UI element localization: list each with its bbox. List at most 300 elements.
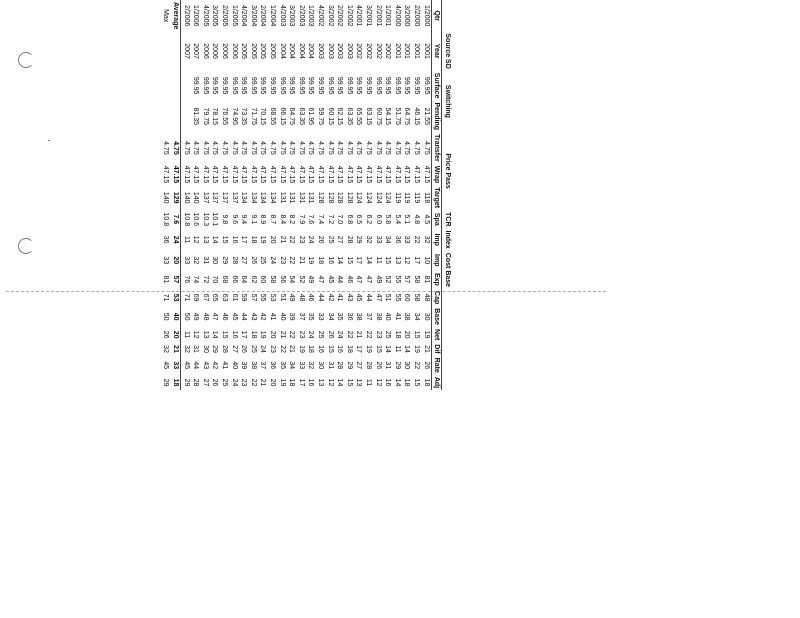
- table-cell: 18: [171, 375, 181, 390]
- table-cell: 58: [412, 293, 420, 302]
- table-cell: 46.15: [412, 107, 420, 126]
- table-cell: 2002: [355, 43, 363, 59]
- table-cell: 29: [345, 361, 353, 370]
- table-cell: 12: [374, 378, 382, 387]
- table-cell: 2007: [192, 43, 200, 59]
- table-cell: 1/2004: [269, 4, 277, 27]
- table-cell: 47: [374, 293, 382, 302]
- table-cell: 5.1: [403, 214, 411, 225]
- table-cell: 11: [182, 236, 190, 244]
- table-cell: 12: [403, 256, 411, 265]
- table-cell: 24: [171, 229, 181, 251]
- table-cell: 15: [345, 378, 353, 387]
- table-cell: 39: [240, 361, 248, 370]
- table-cell: 47.15: [412, 165, 420, 184]
- table-cell: 128: [336, 191, 344, 204]
- table-cell: 4.75: [364, 141, 372, 155]
- table-cell: 35: [336, 312, 344, 321]
- table-cell: 70.15: [259, 107, 267, 126]
- table-cell: 63.15: [364, 107, 372, 126]
- table-cell: 99.95: [345, 76, 353, 95]
- table-cell: 43: [345, 293, 353, 302]
- table-cell: 21: [278, 330, 286, 339]
- table-cell: 13: [393, 256, 401, 265]
- table-cell: 49: [374, 275, 382, 284]
- table-cell: 24: [230, 378, 238, 387]
- table-cell: 16: [230, 235, 238, 244]
- table-cell: 35: [278, 361, 286, 370]
- table-cell: 15: [326, 345, 334, 353]
- table-cell: 47.15: [422, 165, 430, 184]
- table-cell: 24: [259, 345, 267, 353]
- table-cell: 4.75: [278, 141, 286, 155]
- table-cell: 134: [269, 191, 277, 204]
- table-cell: 131: [278, 191, 286, 204]
- table-cell: 49: [307, 275, 315, 284]
- table-cell: 27: [240, 256, 248, 265]
- table-cell: 41: [393, 312, 401, 321]
- table-cell: 23: [297, 235, 305, 244]
- table-cell: 60: [403, 293, 411, 302]
- table-cell: 47: [211, 312, 219, 321]
- table-cell: 119: [403, 192, 411, 204]
- table-cell: Max: [162, 9, 170, 23]
- table-cell: 47: [355, 275, 363, 284]
- table-cell: 7.4: [316, 214, 324, 225]
- table-row: [402, 0, 412, 390]
- table-cell: 34: [326, 312, 334, 321]
- table-column-header: Base: [433, 308, 441, 326]
- table-cell: 99.95: [297, 76, 305, 95]
- table-cell: 25: [326, 235, 334, 244]
- table-cell: 4/2004: [240, 4, 248, 27]
- table-cell: 10: [422, 256, 430, 265]
- table-cell: 2006: [230, 43, 238, 59]
- table-cell: 36: [345, 312, 353, 321]
- table-column-header: Rate: [433, 357, 441, 373]
- table-row: [364, 0, 374, 390]
- table-cell: 81: [422, 275, 430, 284]
- table-cell: 129: [171, 185, 181, 210]
- table-cell: 38: [355, 312, 363, 321]
- table-cell: 65.55: [355, 107, 363, 126]
- table-cell: 30: [201, 345, 209, 353]
- table-column-header: Transfer: [433, 134, 441, 162]
- table-cell: 12: [326, 378, 334, 387]
- table-cell: [161, 31, 171, 70]
- table-cell: 15: [412, 378, 420, 387]
- table-cell: 38: [374, 312, 382, 321]
- table-row: [412, 0, 422, 390]
- table-cell: 72: [201, 275, 209, 284]
- table-cell: 78.15: [211, 107, 219, 126]
- scan-speck: [48, 140, 50, 141]
- table-cell: 29: [393, 361, 401, 370]
- table-cell: 2/2004: [259, 4, 267, 27]
- table-cell: 19: [364, 345, 372, 353]
- table-cell: 18: [403, 378, 411, 387]
- table-cell: 52: [384, 275, 392, 284]
- table-cell: 30: [403, 361, 411, 370]
- table-column-header: Wrap: [431, 164, 442, 186]
- table-cell: 32: [307, 361, 315, 370]
- table-cell: 79.75: [201, 107, 209, 126]
- table-cell: 118: [422, 192, 430, 204]
- table-cell: 23: [297, 330, 305, 339]
- table-cell: 47.15: [221, 165, 229, 184]
- table-cell: 99.95: [355, 76, 363, 95]
- table-cell: 62.15: [336, 107, 344, 126]
- table-cell: 33: [297, 361, 305, 370]
- table-cell: 2001: [412, 43, 420, 59]
- table-cell: 16: [326, 256, 334, 265]
- table-cell: 41: [269, 312, 277, 321]
- table-row: [201, 0, 211, 390]
- table-cell: 32: [422, 235, 430, 244]
- table-cell: 47.15: [403, 165, 411, 184]
- table-cell: 99.95: [240, 76, 248, 95]
- table-cell: 24: [336, 330, 344, 339]
- table-cell: 69: [192, 293, 200, 302]
- table-cell: 57: [249, 293, 257, 302]
- table-cell: 99.95: [412, 76, 420, 95]
- table-cell: 23: [374, 330, 382, 339]
- table-row: [383, 0, 393, 390]
- table-cell: 47.15: [201, 165, 209, 184]
- table-cell: 8.4: [278, 214, 286, 225]
- table-cell: 45: [162, 361, 170, 370]
- table-cell: 30: [422, 312, 430, 321]
- table-cell: 137: [230, 191, 238, 204]
- table-row: [239, 0, 249, 390]
- table-cell: 42: [259, 312, 267, 321]
- table-cell: 47.15: [192, 165, 200, 184]
- table-cell: 99.95: [278, 76, 286, 95]
- table-cell: 13: [201, 235, 209, 244]
- table-cell: 27: [201, 378, 209, 387]
- table-cell: 32: [364, 235, 372, 244]
- table-cell: 119: [393, 192, 401, 204]
- table-cell: 32: [162, 345, 170, 353]
- table-cell: 51.75: [393, 107, 401, 126]
- table-cell: 10.8: [182, 212, 190, 227]
- table-cell: 128: [345, 191, 353, 204]
- table-cell: [181, 71, 191, 101]
- table-cell: 12: [192, 235, 200, 244]
- table-row: [258, 0, 268, 390]
- table-cell: 47.15: [364, 165, 372, 184]
- table-column-header: Imp: [431, 229, 442, 251]
- table-cell: 47.15: [374, 165, 382, 184]
- table-cell: 40: [230, 361, 238, 370]
- table-cell: 45: [355, 293, 363, 302]
- table-cell: 4.75: [355, 141, 363, 155]
- table-column-header: Surface: [433, 72, 441, 99]
- table-row: [268, 0, 278, 390]
- table-cell: 44: [364, 293, 372, 302]
- table-cell: 22: [288, 256, 296, 265]
- table-cell: 19: [297, 345, 305, 353]
- table-cell: 4.75: [259, 141, 267, 155]
- table-cell: 49: [192, 312, 200, 321]
- table-cell: 39: [288, 312, 296, 321]
- table-cell: 131: [297, 191, 305, 204]
- table-cell: [161, 71, 171, 101]
- table-cell: 29: [182, 378, 190, 387]
- table-cell: 1/2002: [345, 4, 353, 27]
- table-cell: 4.75: [211, 141, 219, 155]
- table-cell: 37: [297, 312, 305, 321]
- table-cell: 47.15: [307, 165, 315, 184]
- table-cell: 134: [259, 191, 267, 204]
- table-column-header: Net: [433, 329, 441, 341]
- table-cell: 140: [162, 191, 170, 204]
- table-cell: 26: [249, 256, 257, 265]
- table-cell: 19: [259, 330, 267, 339]
- table-cell: 14: [211, 235, 219, 244]
- table-row: [277, 0, 287, 390]
- table-cell: 15: [221, 235, 229, 244]
- table-cell: 11: [374, 256, 382, 264]
- table-cell: 47.15: [230, 165, 238, 184]
- table-cell: 34: [384, 235, 392, 244]
- table-cell: 33: [171, 356, 181, 375]
- table-cell: 140: [192, 191, 200, 204]
- table-cell: 23: [269, 345, 277, 353]
- table-cell: 62: [249, 275, 257, 284]
- table-cell: 99.95: [211, 76, 219, 95]
- table-cell: 47.15: [182, 165, 190, 184]
- table-cell: 3/2004: [249, 4, 257, 27]
- table-cell: 55: [393, 275, 401, 284]
- table-cell: 52: [297, 275, 305, 284]
- table-cell: 18: [393, 330, 401, 339]
- table-cell: 59: [240, 293, 248, 302]
- table-cell: 99.95: [336, 76, 344, 95]
- table-cell: 22: [249, 378, 257, 387]
- table-cell: 2004: [297, 43, 305, 59]
- table-cell: 22: [288, 235, 296, 244]
- table-cell: 2006: [211, 43, 219, 59]
- table-cell: [171, 31, 181, 70]
- table-cell: 99.95: [393, 76, 401, 95]
- table-cell: 19: [307, 256, 315, 265]
- table-cell: 8.7: [269, 214, 277, 225]
- table-cell: 25: [259, 256, 267, 265]
- table-cell: 9.8: [221, 214, 229, 225]
- data-table: [161, 0, 452, 390]
- table-cell: 47.15: [384, 165, 392, 184]
- table-cell: 10.8: [162, 212, 170, 227]
- table-cell: 137: [201, 191, 209, 204]
- table-row: [210, 0, 220, 390]
- table-cell: 4.75: [336, 141, 344, 155]
- table-cell: 46: [307, 293, 315, 302]
- table-cell: 33: [182, 256, 190, 265]
- table-cell: 4.75: [422, 141, 430, 155]
- table-cell: 26: [240, 345, 248, 353]
- table-cell: 18: [316, 256, 324, 265]
- table-cell: 2001: [393, 43, 401, 59]
- table-cell: 60: [259, 275, 267, 284]
- table-row: [249, 0, 259, 390]
- table-cell: 64.75: [288, 107, 296, 126]
- table-cell: 30: [316, 361, 324, 370]
- table-cell: 4.75: [269, 141, 277, 155]
- table-cell: 18: [422, 378, 430, 387]
- table-cell: Average: [172, 2, 180, 30]
- table-cell: 26: [422, 361, 430, 370]
- table-cell: 7.9: [297, 214, 305, 225]
- table-cell: 2/2003: [297, 4, 305, 27]
- table-cell: 57: [171, 270, 181, 289]
- table-cell: 2001: [422, 43, 430, 59]
- table-cell: 7.6: [307, 214, 315, 225]
- table-cell: 20: [269, 330, 277, 339]
- table-cell: 21: [288, 345, 296, 353]
- table-cell: 26: [211, 378, 219, 387]
- table-cell: 4.75: [249, 141, 257, 155]
- table-cell: 124: [355, 191, 363, 204]
- punch-hole-mark-top: [18, 52, 34, 68]
- table-body: [161, 0, 431, 390]
- table-cell: 4.75: [288, 141, 296, 155]
- table-cell: 14: [384, 345, 392, 353]
- table-cell: 5.8: [384, 214, 392, 225]
- table-cell: 25: [384, 330, 392, 339]
- table-cell: 99.95: [422, 76, 430, 95]
- table-row: [421, 0, 431, 390]
- table-row: [297, 0, 307, 390]
- table-cell: 43: [201, 361, 209, 370]
- table-cell: 2002: [374, 43, 382, 59]
- table-cell: 42: [326, 293, 334, 302]
- table-cell: 6.0: [374, 214, 382, 225]
- table-cell: 47.15: [259, 165, 267, 184]
- table-cell: 25: [316, 330, 324, 339]
- table-cell: 11: [393, 345, 401, 353]
- table-cell: 54.15: [384, 107, 392, 126]
- table-cell: 42: [211, 361, 219, 370]
- table-cell: 4.75: [162, 141, 170, 155]
- table-row: [161, 0, 171, 390]
- table-cell: 27: [230, 345, 238, 353]
- table-cell: [171, 71, 181, 101]
- table-cell: 6.8: [345, 214, 353, 225]
- table-cell: 73.35: [240, 107, 248, 126]
- table-cell: 63.35: [345, 107, 353, 126]
- table-cell: 60.75: [374, 107, 382, 126]
- table-cell: 4.75: [345, 141, 353, 155]
- table-cell: 76.55: [221, 107, 229, 126]
- table-cell: 99.95: [364, 76, 372, 95]
- table-cell: 1/2006: [192, 4, 200, 27]
- table-row: [287, 0, 297, 390]
- table-group-header: [442, 289, 452, 390]
- table-cell: 4.75: [182, 141, 190, 155]
- table-cell: 2001: [403, 43, 411, 59]
- table-cell: 20: [269, 235, 277, 244]
- table-row: [229, 0, 239, 390]
- table-cell: 9.6: [230, 214, 238, 225]
- table-column-header: Pending: [433, 102, 441, 131]
- table-cell: [171, 100, 181, 132]
- punch-hole-mark-bottom: [18, 238, 34, 254]
- table-cell: 30: [211, 256, 219, 265]
- table-cell: 21.55: [422, 107, 430, 126]
- table-cell: 28: [230, 256, 238, 265]
- table-cell: 3/2003: [288, 4, 296, 27]
- table-cell: 128: [316, 191, 324, 204]
- table-cell: 20: [403, 330, 411, 339]
- table-cell: 17: [412, 256, 420, 265]
- table-cell: 33: [374, 235, 382, 244]
- table-cell: 2005: [240, 43, 248, 59]
- table-cell: 8.9: [259, 214, 267, 225]
- table-cell: 41: [336, 293, 344, 302]
- table-column-header: Year: [431, 31, 442, 70]
- table-cell: 71.75: [249, 107, 257, 126]
- table-cell: 32: [192, 256, 200, 265]
- table-cell: 41: [221, 361, 229, 370]
- table-cell: 16: [230, 330, 238, 339]
- table-cell: 15: [384, 256, 392, 265]
- table-cell: 99.95: [307, 76, 315, 95]
- table-cell: 34: [412, 312, 420, 321]
- table-cell: 137: [221, 191, 229, 204]
- table-cell: 2003: [336, 43, 344, 59]
- table-cell: 99.95: [403, 76, 411, 95]
- table-cell: 4.75: [316, 141, 324, 155]
- table-cell: 2/2001: [374, 4, 382, 27]
- table-cell: 36: [393, 235, 401, 244]
- table-cell: 37: [259, 361, 267, 370]
- table-cell: 21: [171, 342, 181, 355]
- table-cell: 137: [211, 191, 219, 204]
- table-cell: 68: [221, 275, 229, 284]
- table-cell: 2/2000: [412, 4, 420, 27]
- table-cell: 26: [316, 235, 324, 244]
- table-cell: 4.75: [230, 141, 238, 155]
- table-cell: 4/2002: [316, 4, 324, 27]
- table-cell: 22: [412, 361, 420, 370]
- table-cell: 47.15: [316, 165, 324, 184]
- table-cell: 99.95: [259, 76, 267, 95]
- table-cell: 50: [182, 312, 190, 321]
- table-cell: 4.75: [403, 141, 411, 155]
- table-cell: 16: [384, 378, 392, 387]
- table-cell: 61.95: [307, 107, 315, 126]
- table-cell: 44: [316, 293, 324, 302]
- table-cell: 24: [307, 235, 315, 244]
- table-cell: 47.15: [249, 165, 257, 184]
- table-cell: 58: [412, 275, 420, 284]
- table-cell: 4.5: [422, 214, 430, 225]
- table-cell: 3/2000: [403, 4, 411, 27]
- table-cell: 28: [345, 235, 353, 244]
- table-cell: 4.75: [393, 141, 401, 155]
- table-cell: 14: [336, 378, 344, 387]
- table-column-header: Dif: [433, 344, 441, 354]
- table-cell: 15: [345, 256, 353, 265]
- table-cell: 18: [249, 330, 257, 339]
- table-column-header: Imp: [431, 251, 442, 270]
- table-cell: 31: [326, 361, 334, 370]
- table-cell: 4.75: [412, 141, 420, 155]
- table-cell: 51: [278, 293, 286, 302]
- table-cell: 4.75: [201, 141, 209, 155]
- table-cell: 4.75: [307, 141, 315, 155]
